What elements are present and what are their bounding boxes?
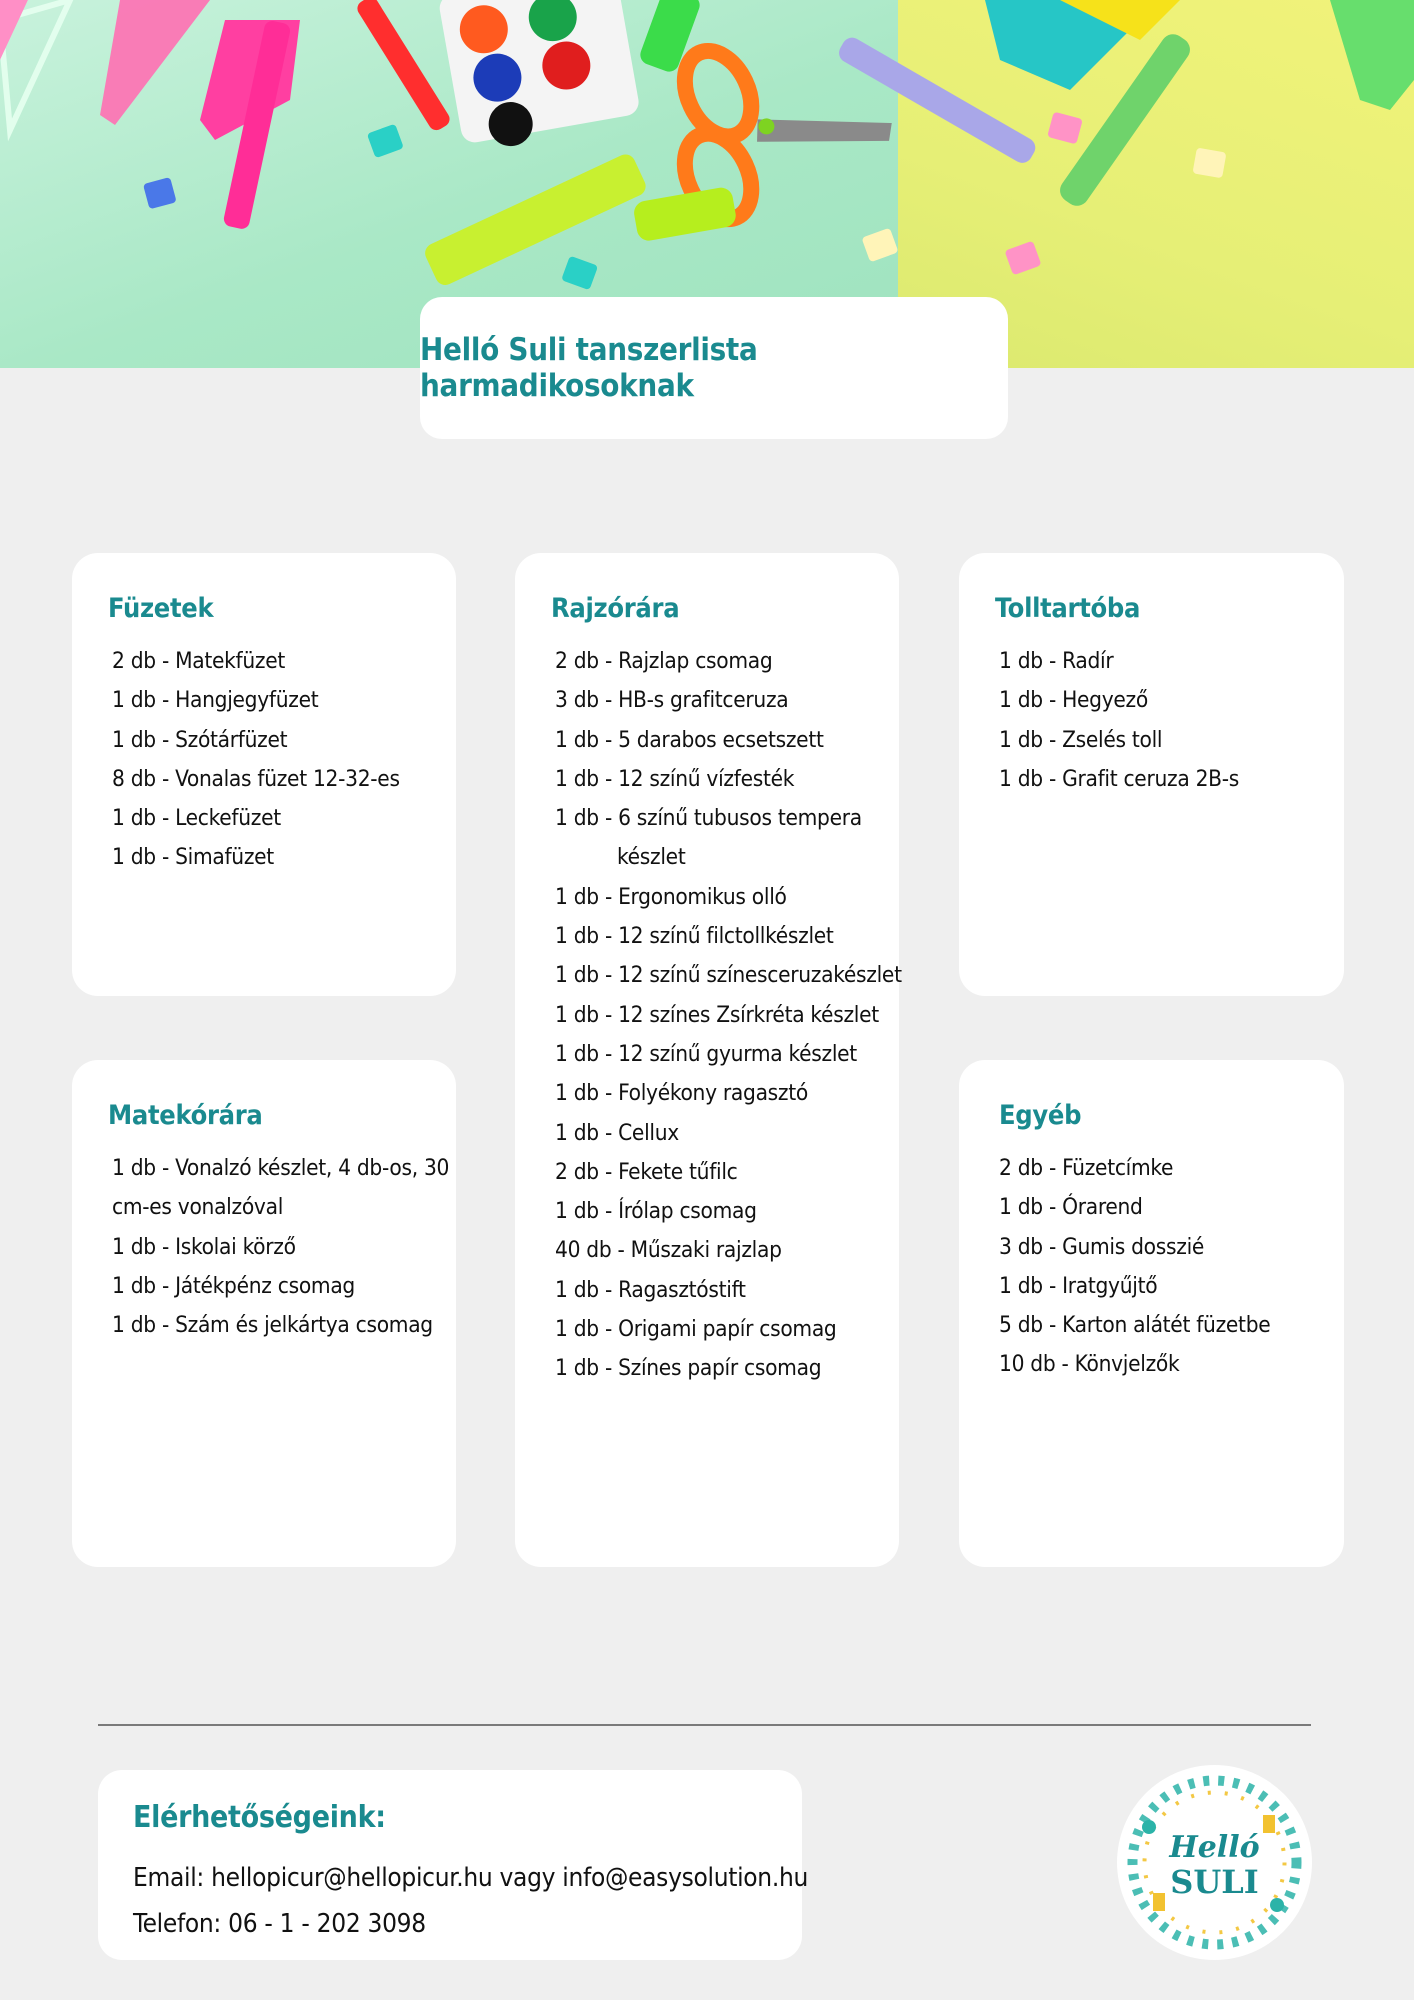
list-item: 1 db - Színes papír csomag	[555, 1355, 822, 1382]
list-item: 1 db - 5 darabos ecsetszett	[555, 726, 824, 753]
list-item: 2 db - Fekete tűfilc	[555, 1158, 738, 1185]
title-card	[420, 297, 1008, 439]
list-item: 2 db - Rajzlap csomag	[555, 648, 773, 674]
list-item: 1 db - Radír	[999, 648, 1114, 674]
list-item: 1 db - 12 színű filctollkészlet	[555, 923, 834, 950]
card-matekorara	[72, 1060, 456, 1567]
item-list	[995, 1149, 1324, 1385]
list-item: 1 db - Iskolai körző	[112, 1233, 296, 1260]
list-item: 1 db - Leckefüzet	[112, 805, 281, 832]
list-item: 40 db - Műszaki rajzlap	[555, 1237, 782, 1264]
list-item: 3 db - HB-s grafitceruza	[555, 687, 789, 714]
contact-card	[98, 1770, 809, 1960]
list-item: 1 db - Folyékony ragasztó	[555, 1080, 808, 1107]
list-item: 1 db - Hangjegyfüzet	[112, 687, 319, 714]
list-item: 8 db - Vonalas füzet 12-32-es	[112, 765, 400, 792]
contact-heading: Elérhetőségeink:	[133, 1800, 386, 1835]
list-item: 1 db - 12 színű gyurma készlet	[555, 1040, 857, 1067]
card-tolltartoba	[959, 553, 1344, 996]
list-item: 1 db - Simafüzet	[112, 844, 274, 871]
logo-text-bottom: SULI	[1170, 1863, 1259, 1901]
list-item: 1 db - 12 színes Zsírkréta készlet	[555, 1001, 879, 1028]
divider	[98, 1724, 1311, 1726]
list-item: 1 db - Ragasztóstift	[555, 1276, 746, 1303]
list-item: 1 db - 12 színű vízfesték	[555, 765, 795, 792]
list-item: 1 db - Ergonomikus olló	[555, 883, 787, 910]
list-item: 1 db - Iratgyűjtő	[999, 1272, 1158, 1299]
card-heading: Egyéb	[999, 1100, 1082, 1131]
page-title: Helló Suli tanszerlista harmadikosoknak	[420, 332, 758, 404]
hello-suli-logo	[1117, 1765, 1312, 1960]
item-list	[551, 642, 902, 1389]
list-item: 1 db - Hegyező	[999, 687, 1148, 714]
list-item-continuation	[555, 838, 879, 877]
list-item: 1 db - 6 színű tubusos tempera	[555, 805, 862, 832]
list-item: 2 db - Füzetcímke	[999, 1155, 1174, 1181]
list-item: 1 db - 12 színű színesceruzakészlet	[555, 962, 902, 989]
card-fuzetek	[72, 553, 456, 996]
list-item: 1 db - Grafit ceruza 2B-s	[999, 765, 1239, 792]
list-item: 3 db - Gumis dosszié	[999, 1233, 1205, 1260]
item-list	[108, 1149, 450, 1345]
list-item-continuation: cm-es vonalzóval	[112, 1194, 284, 1221]
list-item: 1 db - Vonalzó készlet, 4 db-os, 30	[112, 1155, 450, 1181]
card-heading: Füzetek	[108, 593, 214, 624]
continuation-text: készlet	[617, 844, 686, 871]
logo-text-top: Helló	[1169, 1830, 1260, 1865]
card-heading: Tolltartóba	[995, 593, 1141, 624]
card-heading: Rajzórára	[551, 593, 680, 624]
contact-email: Email: hellopicur@hellopicur.hu vagy info@easysolution.hu	[133, 1863, 809, 1893]
list-item: 5 db - Karton alátét füzetbe	[999, 1312, 1271, 1339]
item-list	[108, 642, 436, 878]
list-item: 1 db - Cellux	[555, 1119, 679, 1146]
list-item: 1 db - Írólap csomag	[555, 1198, 757, 1225]
list-item: 10 db - Könvjelzők	[999, 1351, 1180, 1378]
list-item: 1 db - Szótárfüzet	[112, 726, 288, 753]
card-egyeb	[959, 1060, 1344, 1567]
list-item: 2 db - Matekfüzet	[112, 648, 286, 674]
item-list	[995, 642, 1324, 799]
list-item: 1 db - Órarend	[999, 1194, 1143, 1221]
logo-graphic	[1117, 1765, 1312, 1960]
list-item: 1 db - Origami papír csomag	[555, 1316, 837, 1343]
list-item: 1 db - Játékpénz csomag	[112, 1272, 355, 1299]
card-rajzorara	[515, 553, 902, 1567]
list-item: 1 db - Zselés toll	[999, 726, 1163, 753]
contact-phone: Telefon: 06 - 1 - 202 3098	[133, 1909, 426, 1939]
list-item: 1 db - Szám és jelkártya csomag	[112, 1312, 433, 1339]
card-heading: Matekórára	[108, 1100, 263, 1131]
